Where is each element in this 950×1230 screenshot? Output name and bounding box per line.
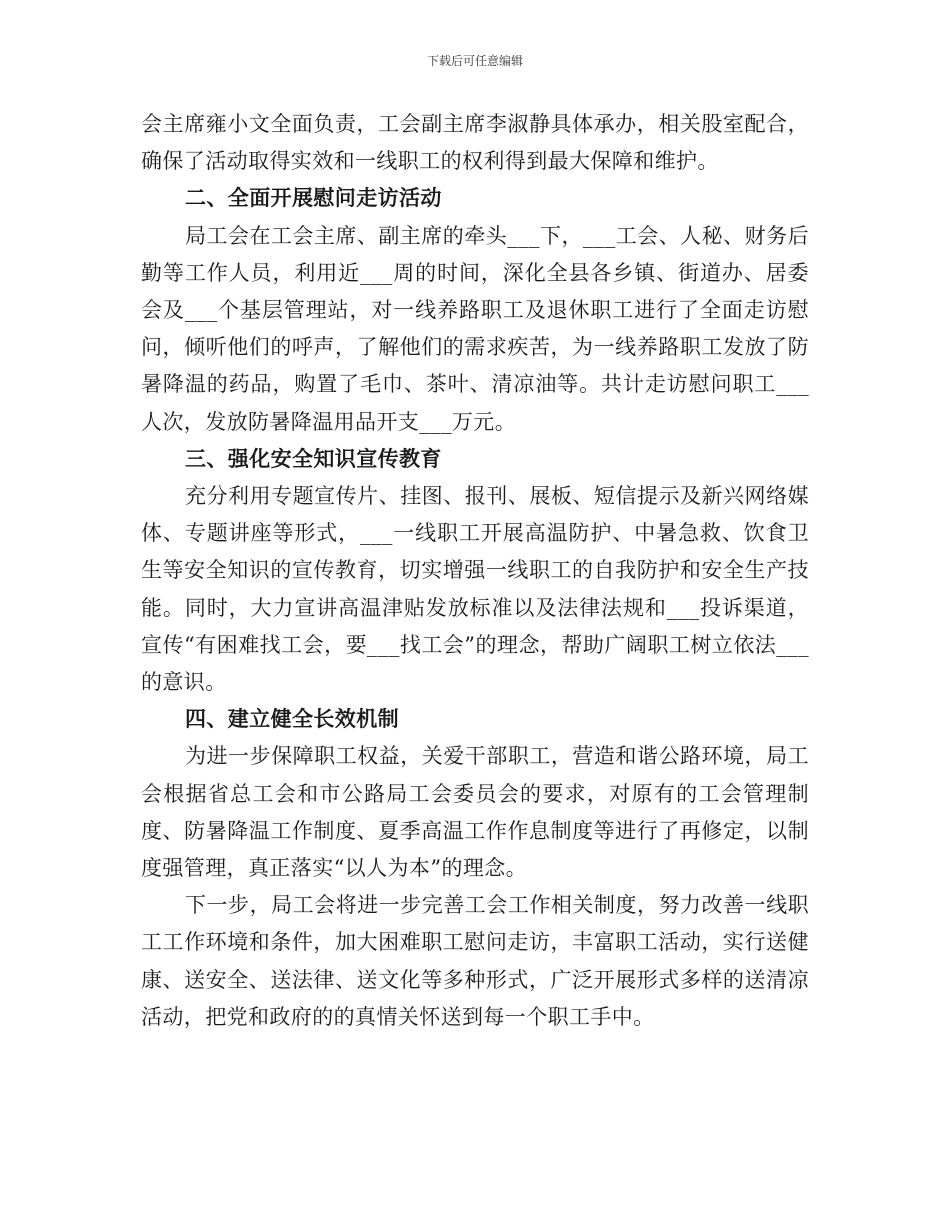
- section-3-paragraph: 充分利用专题宣传片、挂图、报刊、展板、短信提示及新兴网络媒体、专题讲座等形式，___一线职工开展高温防护、中暑急救、饮食卫生等安全知识的宣传教育，切实增强一线职工的自我防护和安全生产技能。同时，大力宣讲高温津贴发放标准以及法律法规和___投诉渠道，宣传“有困难找工会，要___找工会”的理念，帮助广阔职工树立依法___的意识。: [141, 484, 809, 695]
- closing-paragraph: 下一步，局工会将进一步完善工会工作相关制度，努力改善一线职工工作环境和条件，加大困难职工慰问走访，丰富职工活动，实行送健康、送安全、送法律、送文化等多种形式，广泛开展形式多样的送清凉活动，把党和政府的的真情关怀送到每一个职工手中。: [141, 893, 809, 1029]
- document-body: [141, 106, 809, 1036]
- intro-paragraph: 会主席雍小文全面负责，工会副主席李淑静具体承办，相关股室配合，确保了活动取得实效和一线职工的权利得到最大保障和维护。: [141, 112, 809, 174]
- section-2-paragraph: 局工会在工会主席、副主席的牵头___下，___工会、人秘、财务后勤等工作人员，利用近___周的时间，深化全县各乡镇、街道办、居委会及___个基层管理站，对一线养路职工及退休职工进行了全面走访慰问，倾听他们的呼声，了解他们的需求疾苦，为一线养路职工发放了防暑降温的药品，购置了毛巾、茶叶、清凉油等。共计走访慰问职工___人次，发放防暑降温用品开支___万元。: [141, 223, 809, 434]
- page-header: 下载后可任意编辑: [426, 54, 523, 68]
- section-heading-3: 三、强化安全知识宣传教育: [185, 446, 442, 471]
- section-heading-2: 二、全面开展慰问走访活动: [185, 186, 442, 211]
- section-heading-4: 四、建立健全长效机制: [185, 707, 399, 732]
- section-4-paragraph: 为进一步保障职工权益，关爱干部职工，营造和谐公路环境，局工会根据省总工会和市公路局工会委员会的要求，对原有的工会管理制度、防暑降温工作制度、夏季高温工作作息制度等进行了再修定，以制度强管理，真正落实“以人为本”的理念。: [141, 744, 809, 881]
